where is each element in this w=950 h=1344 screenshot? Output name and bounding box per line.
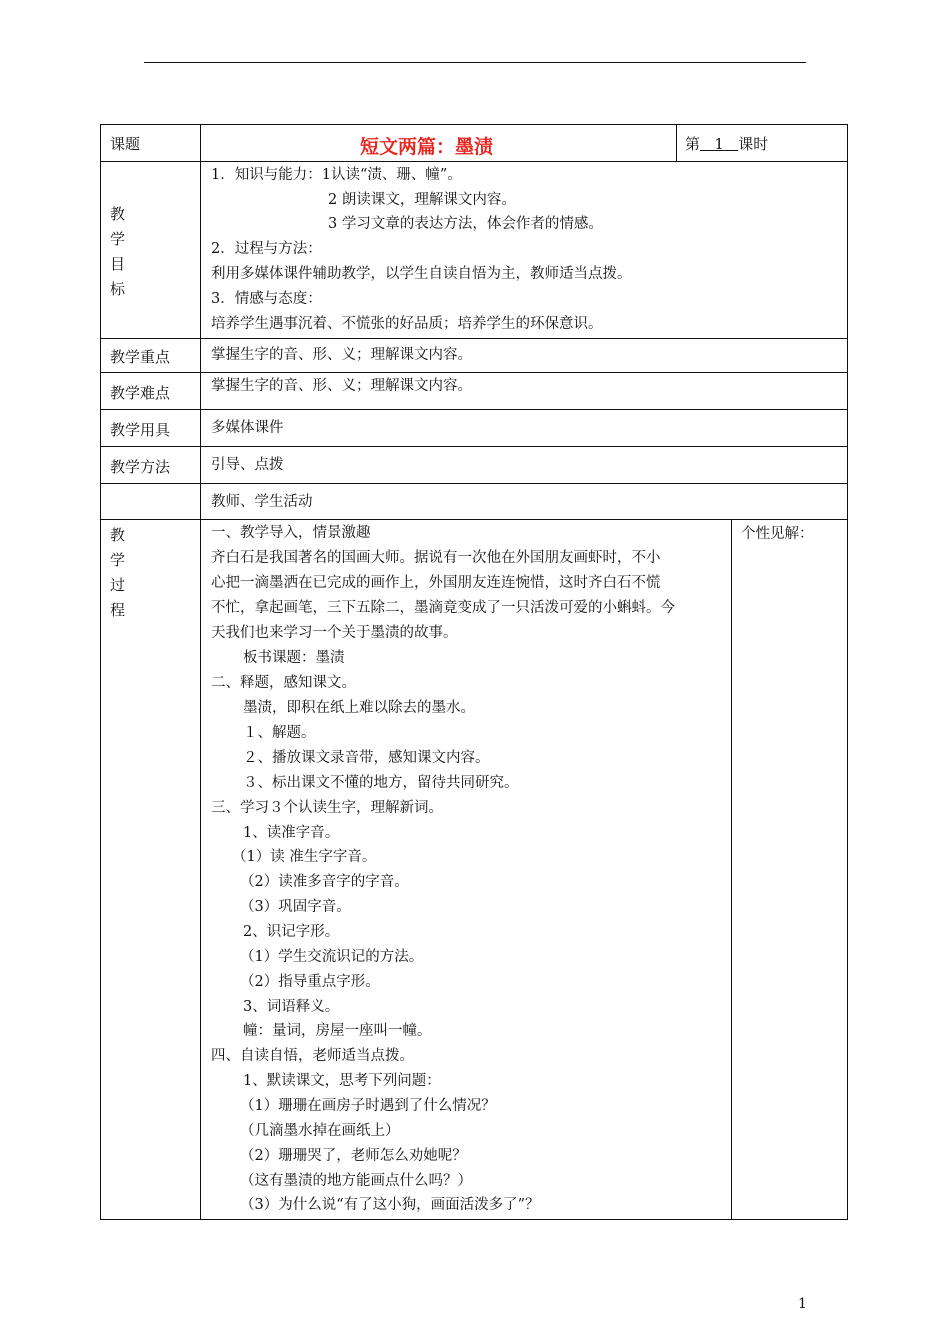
subject-label: 课题 (110, 135, 141, 153)
col-divider (676, 124, 677, 161)
page-number: 1 (798, 1296, 807, 1312)
row-divider (100, 483, 848, 484)
key-points-label: 教学重点 (110, 348, 171, 366)
row-divider (100, 519, 848, 520)
methods-value: 引导、点拨 (211, 457, 284, 473)
tools-label: 教学用具 (110, 421, 171, 439)
row-divider (100, 161, 848, 162)
difficulties-label: 教学难点 (110, 384, 171, 402)
row-divider (100, 409, 848, 410)
col-divider (731, 519, 732, 1220)
key-points-value: 掌握生字的音、形、义；理解课文内容。 (211, 347, 472, 363)
header-rule (144, 62, 806, 63)
tools-value: 多媒体课件 (211, 420, 284, 436)
difficulties-value: 掌握生字的音、形、义；理解课文内容。 (211, 378, 472, 394)
row-divider (100, 338, 848, 339)
col-divider (200, 124, 201, 1220)
activities-header: 教师、学生活动 (211, 494, 313, 510)
row-divider (100, 446, 848, 447)
row-divider (100, 372, 848, 373)
lesson-count: 第 1 课时 (685, 135, 769, 153)
page-title: 短文两篇：墨渍 (360, 136, 494, 158)
personal-insights-label: 个性见解： (741, 526, 814, 542)
methods-label: 教学方法 (110, 458, 171, 476)
